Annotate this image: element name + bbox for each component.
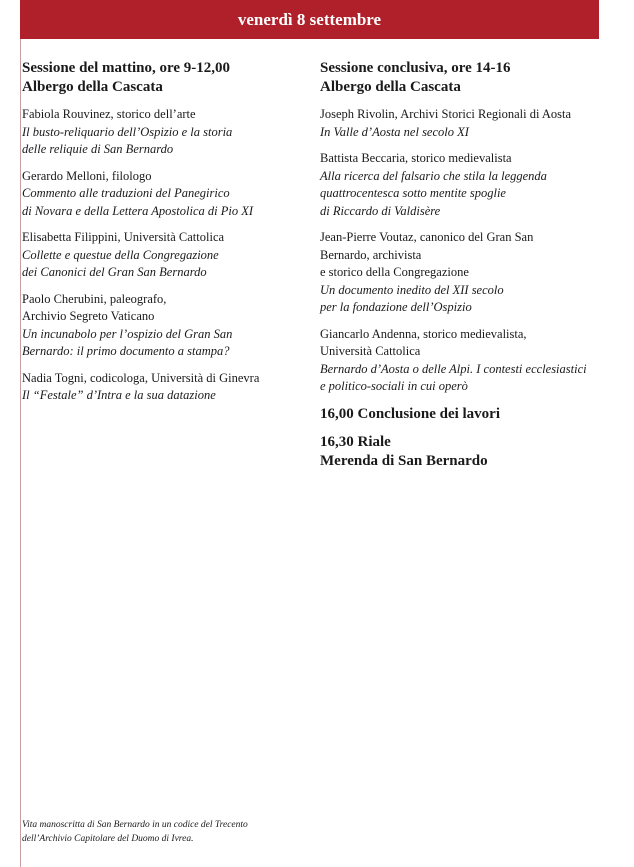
talk-speaker: Fabiola Rouvinez, storico dell’arte (22, 107, 196, 121)
talk-speaker: Archivio Segreto Vaticano (22, 309, 155, 323)
talk-entry (22, 291, 297, 361)
talk-entry (22, 229, 297, 282)
image-caption (22, 818, 292, 846)
talk-speaker: Joseph Rivolin, Archivi Storici Regionali di Aosta (320, 107, 572, 121)
riale-time: 16,30 Riale (320, 433, 391, 450)
talk-title: dei Canonici del Gran San Bernardo (22, 265, 207, 279)
date-banner (20, 0, 599, 39)
talk-title: Alla ricerca del falsario che stila la leggenda (320, 168, 547, 183)
page-edge-line (20, 0, 21, 867)
morning-session-column (22, 59, 297, 414)
talk-speaker: Paolo Cherubini, paleografo, (22, 291, 167, 306)
caption-line: Vita manoscritta di San Bernardo in un codice del Trecento (22, 820, 248, 830)
talk-entry (22, 370, 297, 405)
talk-title: e politico-sociali in cui operò (320, 379, 468, 393)
talk-entry (320, 229, 610, 317)
talk-speaker: Giancarlo Andenna, storico medievalista, (320, 326, 527, 341)
talk-speaker: Battista Beccaria, storico medievalista (320, 151, 512, 165)
morning-session-time: Sessione del mattino, ore 9-12,00 (22, 60, 231, 76)
talk-title: Commento alle traduzioni del Panegirico (22, 186, 230, 200)
talk-title: Il busto-reliquario dell’Ospizio e la storia (22, 124, 233, 139)
talk-speaker: Università Cattolica (320, 344, 421, 358)
date-banner-title: venerdì 8 settembre (237, 9, 382, 29)
talk-title: quattrocentesca sotto mentite spoglie (320, 186, 506, 200)
talk-title: Un incunabolo per l’ospizio del Gran San (22, 326, 233, 341)
talk-title: Un documento inedito del XII secolo (320, 282, 504, 297)
talk-title: di Riccardo di Valdisère (320, 203, 441, 218)
talk-entry (320, 150, 610, 220)
riale-block (320, 433, 610, 471)
morning-session-heading (22, 59, 297, 97)
talk-speaker: Jean-Pierre Voutaz, canonico del Gran San (320, 230, 534, 244)
talk-title: Il “Festale” d’Intra e la sua datazione (22, 388, 216, 402)
talk-entry (320, 326, 610, 396)
talk-title: Bernardo d’Aosta o delle Alpi. I contesti ecclesiastici (320, 361, 587, 376)
conclusion-line: 16,00 Conclusione dei lavori (320, 405, 501, 422)
morning-session-venue: Albergo della Cascata (22, 79, 163, 95)
talk-speaker: Gerardo Melloni, filologo (22, 168, 152, 183)
talk-title: Collette e questue della Congregazione (22, 247, 219, 262)
talk-title: delle reliquie di San Bernardo (22, 142, 174, 156)
afternoon-session-time: Sessione conclusiva, ore 14-16 (320, 60, 511, 76)
caption-line: dell’Archivio Capitolare del Duomo di Ivrea. (22, 834, 194, 844)
talk-speaker: Nadia Togni, codicologa, Università di Ginevra (22, 370, 260, 385)
talk-entry (320, 106, 610, 141)
talk-speaker: Bernardo, archivista (320, 247, 422, 262)
talk-title: per la fondazione dell’Ospizio (320, 300, 472, 314)
talk-title: Bernardo: il primo documento a stampa? (22, 344, 230, 358)
afternoon-session-heading (320, 59, 610, 97)
talk-entry (22, 168, 297, 221)
talk-entry (22, 106, 297, 159)
riale-event: Merenda di San Bernardo (320, 452, 488, 469)
afternoon-session-venue: Albergo della Cascata (320, 79, 461, 95)
talk-title: di Novara e della Lettera Apostolica di Pio XI (22, 203, 253, 218)
talk-title: In Valle d’Aosta nel secolo XI (320, 124, 469, 139)
talk-speaker: Elisabetta Filippini, Università Cattolica (22, 230, 225, 244)
afternoon-session-column (320, 59, 610, 480)
talk-speaker: e storico della Congregazione (320, 265, 469, 279)
